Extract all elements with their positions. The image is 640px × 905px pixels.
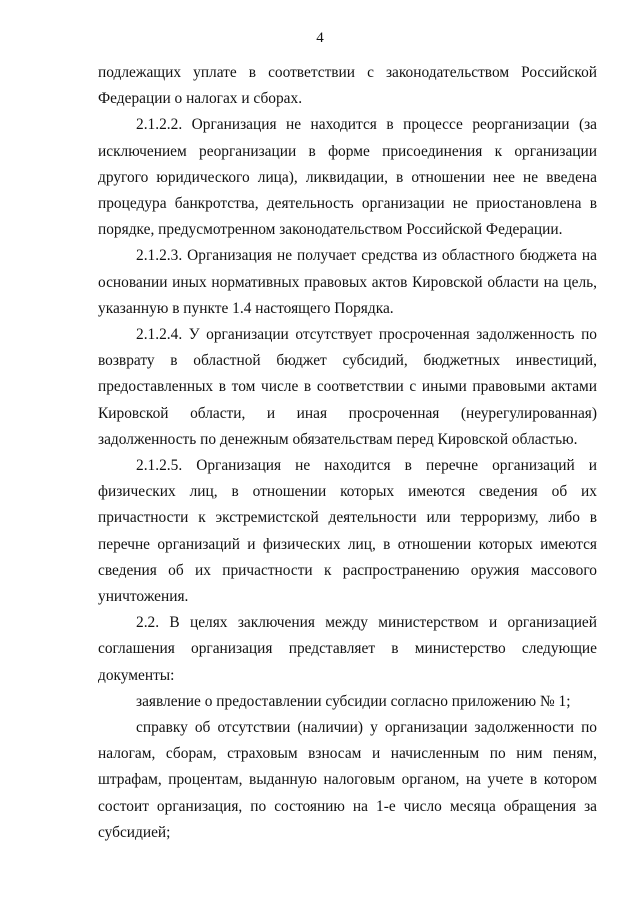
- paragraph: 2.1.2.5. Организация не находится в перечне организаций и физических лиц, в отношении которых имеются сведения об их причастности к экстремистской деятельности или терроризму, либо в перечне организаций и физических лиц, в отношении которых имеются сведения об их причастности к распространению оружия массового уничтожения.: [98, 457, 597, 606]
- paragraph: подлежащих уплате в соответствии с законодательством Российской Федерации о налогах и сборах.: [98, 64, 597, 108]
- paragraph: заявление о предоставлении субсидии согласно приложению № 1;: [136, 692, 571, 710]
- paragraph: справку об отсутствии (наличии) у организации задолженности по налогам, сборам, страховым взносам и начисленным по ним пеням, штрафам, процентам, выданную налоговым органом, на учете в котором состоит организация, по состоянию на 1-е число месяца обращения за субсидией;: [98, 719, 597, 841]
- paragraph: 2.1.2.4. У организации отсутствует просроченная задолженность по возврату в областной бюджет субсидий, бюджетных инвестиций, предоставленных в том числе в соответствии с иными правовыми актами Кировской области, и иная просроченная (неурегулированная) задолженность по денежным обязательствам перед Кировской областью.: [98, 326, 597, 448]
- page-number: 4: [316, 30, 324, 46]
- document-body: [98, 60, 597, 846]
- paragraph: 2.2. В целях заключения между министерством и организацией соглашения организация представляет в министерство следующие документы:: [98, 614, 597, 684]
- paragraph: 2.1.2.3. Организация не получает средства из областного бюджета на основании иных нормативных правовых актов Кировской области на цель, указанную в пункте 1.4 настоящего Порядка.: [98, 247, 597, 317]
- paragraph: 2.1.2.2. Организация не находится в процессе реорганизации (за исключением реорганизации в форме присоединения к организации другого юридического лица), ликвидации, в отношении нее не введена процедура банкротства, деятельность организации не приостановлена в порядке, предусмотренном законодательством Российской Федерации.: [98, 116, 597, 239]
